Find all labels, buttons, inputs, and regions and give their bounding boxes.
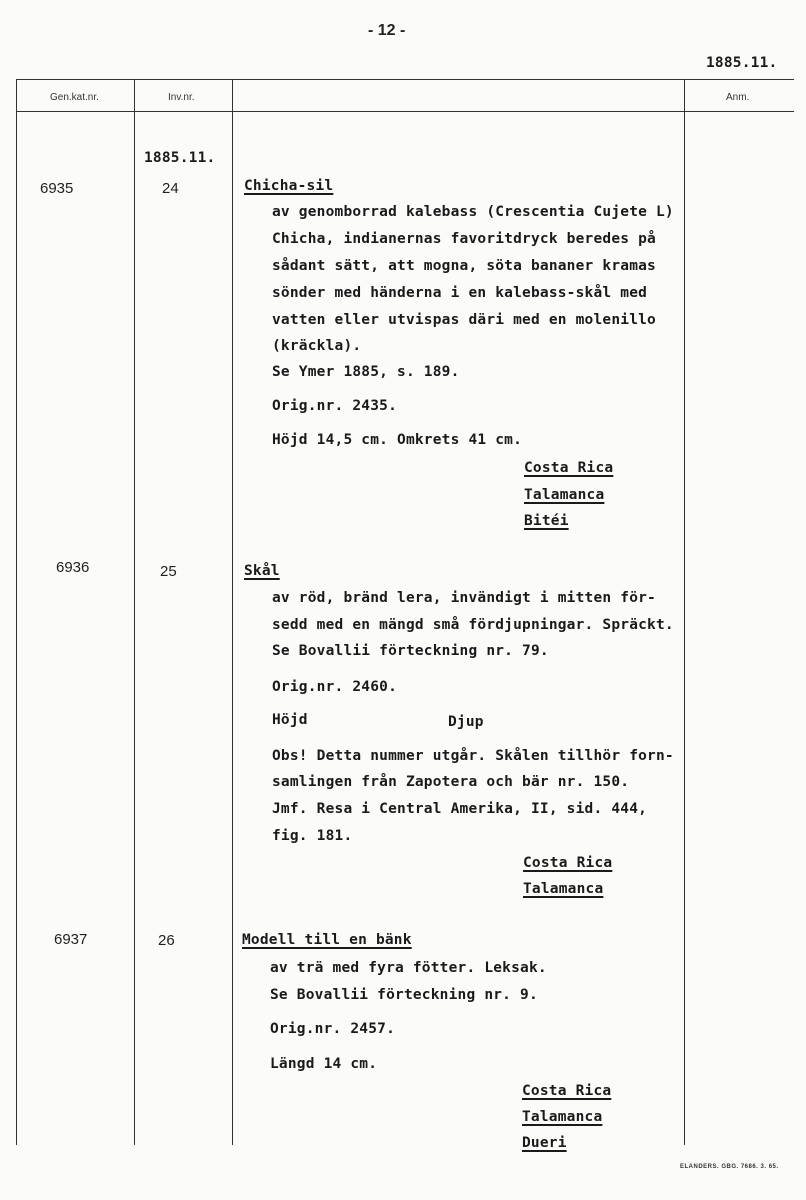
entry-line: sönder med händerna i en kalebass-skål med [272,285,648,301]
column-rule-2 [232,79,233,1145]
entry-line: Orig.nr. 2457. [270,1021,396,1037]
entry-line: Höjd [272,712,308,728]
gen-kat-number: 6935 [40,180,74,197]
entry-line: fig. 181. [272,828,353,844]
table-header-rule [16,111,794,112]
place-country: Costa Rica [524,460,614,476]
inv-number: 26 [158,932,175,949]
table-top-rule [16,79,794,80]
entry-line: av röd, bränd lera, invändigt i mitten för- [272,590,656,606]
entry-line: (kräckla). [272,338,362,354]
entry-line: Chicha, indianernas favoritdryck beredes på [272,231,656,247]
entry-line: samlingen från Zapotera och bär nr. 150. [272,774,630,790]
entry-line: Se Ymer 1885, s. 189. [272,364,460,380]
inv-number: 25 [160,563,177,580]
place-locality: Bitéi [524,513,569,529]
gen-kat-number: 6937 [54,931,88,948]
entry-line: av genomborrad kalebass (Crescentia Cujete L) [272,204,674,220]
column-rule-1 [134,79,135,1145]
header-date: 1885.11. [706,55,778,71]
entry-line: vatten eller utvispas däri med en molenillo [272,312,656,328]
entry-line: sedd med en mängd små fördjupningar. Spräckt. [272,617,674,633]
entry-line: Höjd 14,5 cm. Omkrets 41 cm. [272,432,523,448]
entry-line: Längd 14 cm. [270,1056,378,1072]
entry-line: Jmf. Resa i Central Amerika, II, sid. 444, [272,801,648,817]
column-header-gen-kat: Gen.kat.nr. [50,92,99,103]
entry-line: Orig.nr. 2435. [272,398,398,414]
column-header-inv: Inv.nr. [168,92,195,103]
place-country: Costa Rica [523,855,613,871]
table-left-rule [16,79,17,1145]
place-region: Talamanca [522,1109,603,1125]
entry-line: Se Bovallii förteckning nr. 79. [272,643,549,659]
printer-mark: ELANDERS. GBG. 7686. 3. 65. [680,1164,779,1170]
place-locality: Dueri [522,1135,567,1151]
entry-title: Modell till en bänk [242,932,412,948]
column-rule-3 [684,79,685,1145]
place-region: Talamanca [523,881,604,897]
entry-line: av trä med fyra fötter. Leksak. [270,960,547,976]
entry-title: Skål [244,563,280,579]
column-header-anm: Anm. [726,92,750,103]
section-date: 1885.11. [144,150,216,166]
entry-line: Djup [448,714,484,730]
page-number: - 12 - [368,22,406,39]
entry-line: Orig.nr. 2460. [272,679,398,695]
entry-line: Se Bovallii förteckning nr. 9. [270,987,538,1003]
inv-number: 24 [162,180,179,197]
entry-title: Chicha-sil [244,178,334,194]
place-region: Talamanca [524,487,605,503]
entry-line: sådant sätt, att mogna, söta bananer kramas [272,258,656,274]
place-country: Costa Rica [522,1083,612,1099]
entry-line: Obs! Detta nummer utgår. Skålen tillhör forn- [272,748,674,764]
gen-kat-number: 6936 [56,559,90,576]
